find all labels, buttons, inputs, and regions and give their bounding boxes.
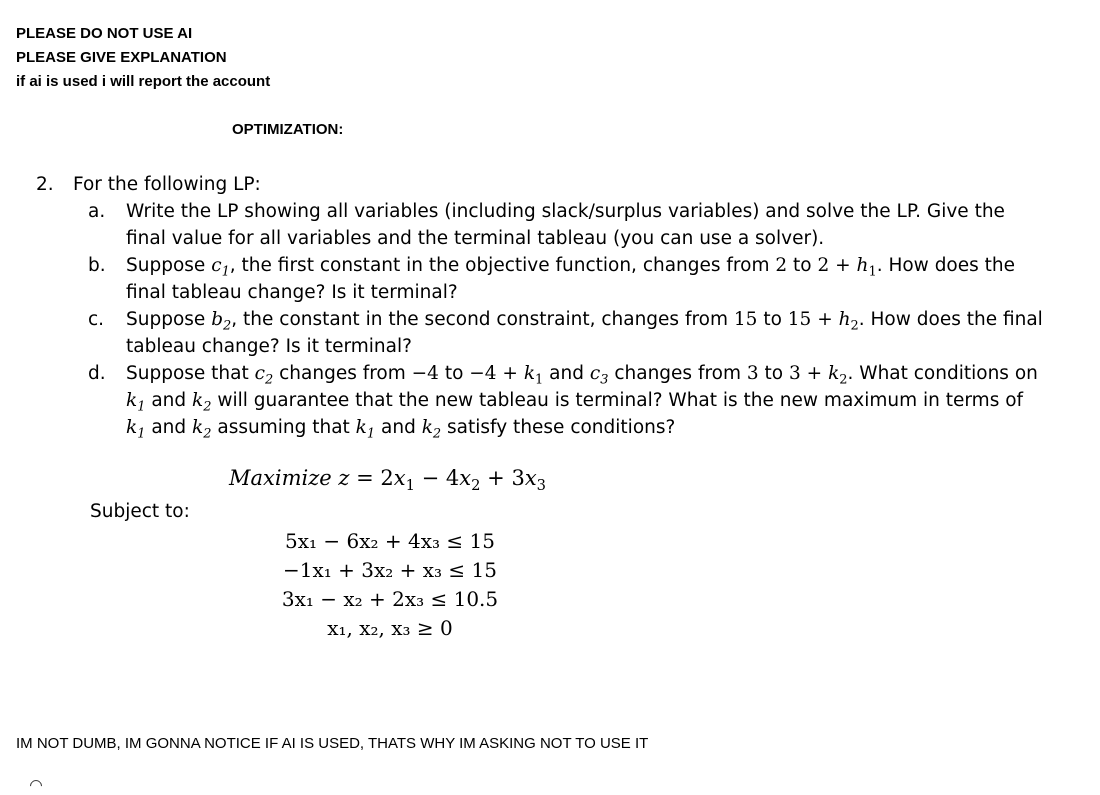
part-d xyxy=(88,360,1048,441)
question-number: 2. xyxy=(36,174,54,195)
part-text: . What conditions on xyxy=(847,363,1038,384)
math-2: 2 xyxy=(775,255,788,276)
part-text: and xyxy=(543,363,590,384)
question-intro: For the following LP: xyxy=(73,174,261,195)
question-parts xyxy=(88,198,1048,441)
part-text: to xyxy=(438,363,470,384)
objective-var: x xyxy=(524,466,537,490)
part-text: to xyxy=(758,363,790,384)
part-label: a. xyxy=(88,201,106,222)
constraint-1: 5x₁ − 6x₂ + 4x₃ ≤ 15 xyxy=(285,529,495,553)
part-text: , the constant in the second constraint, changes from xyxy=(231,309,734,330)
notice-line-1: PLEASE DO NOT USE AI xyxy=(16,25,193,42)
part-text: to xyxy=(787,255,818,276)
objective-term: = 2 xyxy=(349,466,394,490)
partial-glyph-icon xyxy=(28,778,45,795)
objective-sub: 2 xyxy=(471,477,481,495)
objective-term: − 4 xyxy=(414,466,460,490)
part-text: changes from xyxy=(273,363,412,384)
constraints-block xyxy=(250,527,530,643)
objective-var: x xyxy=(393,466,406,490)
math-c3: $c_3$ xyxy=(589,363,609,388)
part-label: c. xyxy=(88,309,105,330)
math-k1: $k_1$ xyxy=(126,390,146,415)
math-neg4-plus-k1: $-4 + k_1$ xyxy=(469,363,544,388)
part-label: b. xyxy=(88,255,106,276)
math-c1: $c_1$ xyxy=(211,255,230,280)
part-label: d. xyxy=(88,363,106,384)
math-c2: $c_2$ xyxy=(254,363,274,388)
part-text: . How does the final tableau change? Is it terminal? xyxy=(126,309,1043,357)
objective-var: x xyxy=(459,466,472,490)
objective-sub: 1 xyxy=(405,477,415,495)
part-text: assuming that xyxy=(211,417,356,438)
math-3-plus-k2: $3 + k_2$ xyxy=(789,363,848,388)
math-k2: $k_2$ xyxy=(192,390,212,415)
nonnegativity-constraint: x₁, x₂, x₃ ≥ 0 xyxy=(327,616,453,640)
math-b2: $b_2$ xyxy=(211,309,232,334)
part-text: and xyxy=(375,417,422,438)
math-2-plus-h1: $2 + h_1$ xyxy=(817,255,877,280)
objective-sub: 3 xyxy=(536,477,547,495)
math-k2: $k_2$ xyxy=(421,417,442,442)
notice-line-3: if ai is used i will report the account xyxy=(16,73,271,90)
maximize-label: Maximize xyxy=(229,466,332,490)
subject-to-label: Subject to: xyxy=(90,501,190,522)
part-text: and xyxy=(145,390,193,411)
math-15: 15 xyxy=(733,309,758,330)
math-k1: $k_1$ xyxy=(355,417,376,442)
part-text: will guarantee that the new tableau is terminal? What is the new maximum in terms of xyxy=(211,390,1024,411)
part-text: , the first constant in the objective function, changes from xyxy=(229,255,776,276)
constraint-3: 3x₁ − x₂ + 2x₃ ≤ 10.5 xyxy=(281,587,499,611)
objective-function xyxy=(229,466,547,495)
part-text: to xyxy=(757,309,788,330)
objective-z: z xyxy=(338,466,350,490)
part-text: . How does the final tableau change? Is it terminal? xyxy=(126,255,1016,303)
part-text: satisfy these conditions? xyxy=(441,417,676,438)
math-neg4: −4 xyxy=(411,363,439,384)
part-text: Suppose xyxy=(126,309,212,330)
math-15-plus-h2: $15 + h_2$ xyxy=(787,309,859,334)
constraint-2: −1x₁ + 3x₂ + x₃ ≤ 15 xyxy=(283,558,497,582)
math-k1: $k_1$ xyxy=(126,417,146,442)
part-b xyxy=(88,252,1048,306)
footer-note: IM NOT DUMB, IM GONNA NOTICE IF AI IS USED, THATS WHY IM ASKING NOT TO USE IT xyxy=(16,735,649,752)
part-text: changes from xyxy=(608,363,747,384)
notice-line-2: PLEASE GIVE EXPLANATION xyxy=(16,49,227,66)
part-text: and xyxy=(145,417,193,438)
math-k2: $k_2$ xyxy=(192,417,212,442)
part-text: Suppose xyxy=(126,255,212,276)
section-title: OPTIMIZATION: xyxy=(232,121,344,138)
part-a xyxy=(88,198,1048,252)
objective-term: + 3 xyxy=(480,466,525,490)
part-text: Write the LP showing all variables (including slack/surplus variables) and solve the LP. Give the final value for all variables and the terminal tableau (you can use a solver). xyxy=(126,201,1005,249)
math-3: 3 xyxy=(746,363,759,384)
part-text: Suppose that xyxy=(126,363,255,384)
part-c xyxy=(88,306,1048,360)
